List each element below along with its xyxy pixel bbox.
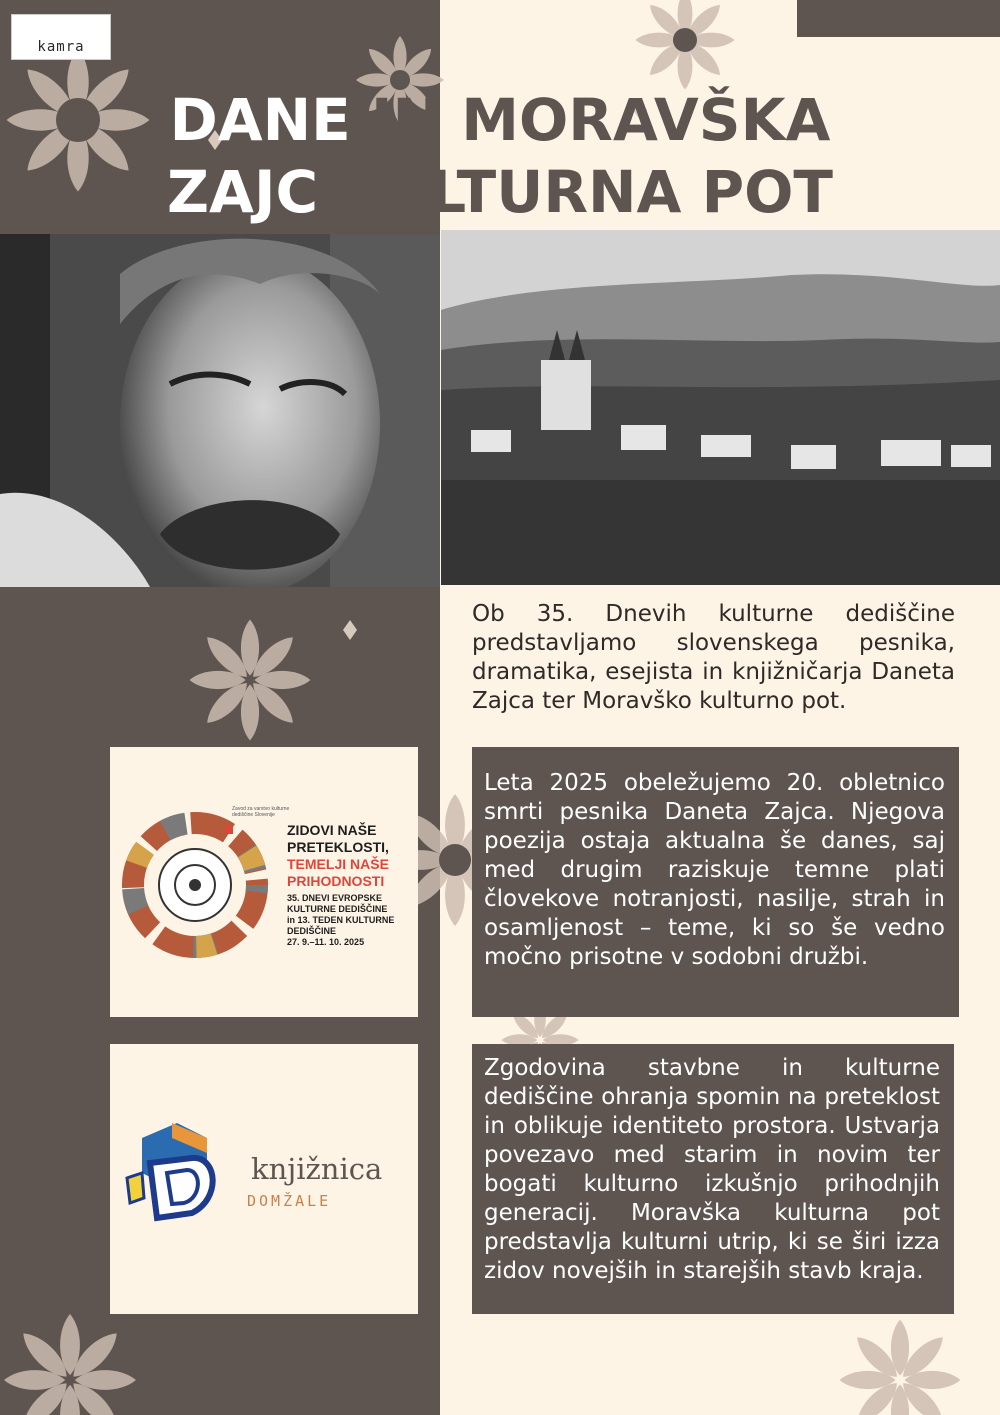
title-word-dane: DANE [169, 86, 351, 154]
village-photo [441, 230, 1000, 585]
portrait-illustration [0, 234, 440, 587]
poster-subtitle [287, 893, 394, 948]
library-city: DOMŽALE [247, 1192, 332, 1210]
poster-sub-2: KULTURNE DEDIŠČINE [287, 904, 388, 914]
poster-sub-4: DEDIŠČINE [287, 926, 337, 936]
page-title-line-2 [0, 160, 1000, 224]
poster-line-3: TEMELJI NAŠE [287, 856, 389, 872]
poster-headline [287, 822, 389, 890]
intro-paragraph: Ob 35. Dnevih kulturne dediščine predstavljamo slovenskega pesnika, dramatika, esejista in knjižničarja Daneta Zajca ter Moravško kulturno pot. [472, 601, 955, 714]
poster-line-2: PRETEKLOSTI, [287, 839, 389, 855]
poster-sub-1: 35. DNEVI EVROPSKE [287, 893, 383, 903]
zajc-anniversary-box: Leta 2025 obeležujemo 20. obletnico smrti pesnika Daneta Zajca. Njegova poezija ostaja aktualna še danes, saj med drugim raziskuje temne plati človekove notranjosti, nasilje, strah in osamljenost – teme, ki so še vedno močno prisotne v sodobni družbi. [472, 747, 959, 1017]
village-illustration [441, 230, 1000, 585]
portrait-photo [0, 234, 440, 587]
title-word-zajc: ZAJC [167, 158, 319, 226]
title-rest-1: IN MORAVŠKA [350, 86, 831, 154]
title-rest-2: KULTURNA POT [318, 158, 833, 226]
poster-line-4: PRIHODNOSTI [287, 873, 385, 889]
library-name: knjižnica [251, 1152, 383, 1186]
kamra-logo[interactable] [11, 14, 111, 60]
poster-sub-3: in 13. TEDEN KULTURNE [287, 915, 395, 925]
poster-dates: 27. 9.–11. 10. 2025 [287, 937, 365, 947]
library-logo-icon[interactable] [122, 1118, 222, 1228]
logo-text: kamra [37, 39, 85, 55]
poster-institution: Zavod za varstvo kulturne dediščine Slovenije [232, 806, 290, 818]
page-title-line-1 [0, 88, 1000, 152]
poster-red-square [225, 826, 233, 834]
moravska-route-box: Zgodovina stavbne in kulturne dediščine ohranja spomin na preteklost in oblikuje identiteto prostora. Ustvarja povezavo med starim in novim ter bogati kulturno izkušnjo prihodnjih generacij. Moravška kulturna pot predstavlja kulturni utrip, ki se širi izza zidov novejših in starejših stavb kraja. [472, 1044, 954, 1314]
poster-line-1: ZIDOVI NAŠE [287, 822, 377, 838]
heritage-days-ring-graphic [120, 810, 280, 960]
